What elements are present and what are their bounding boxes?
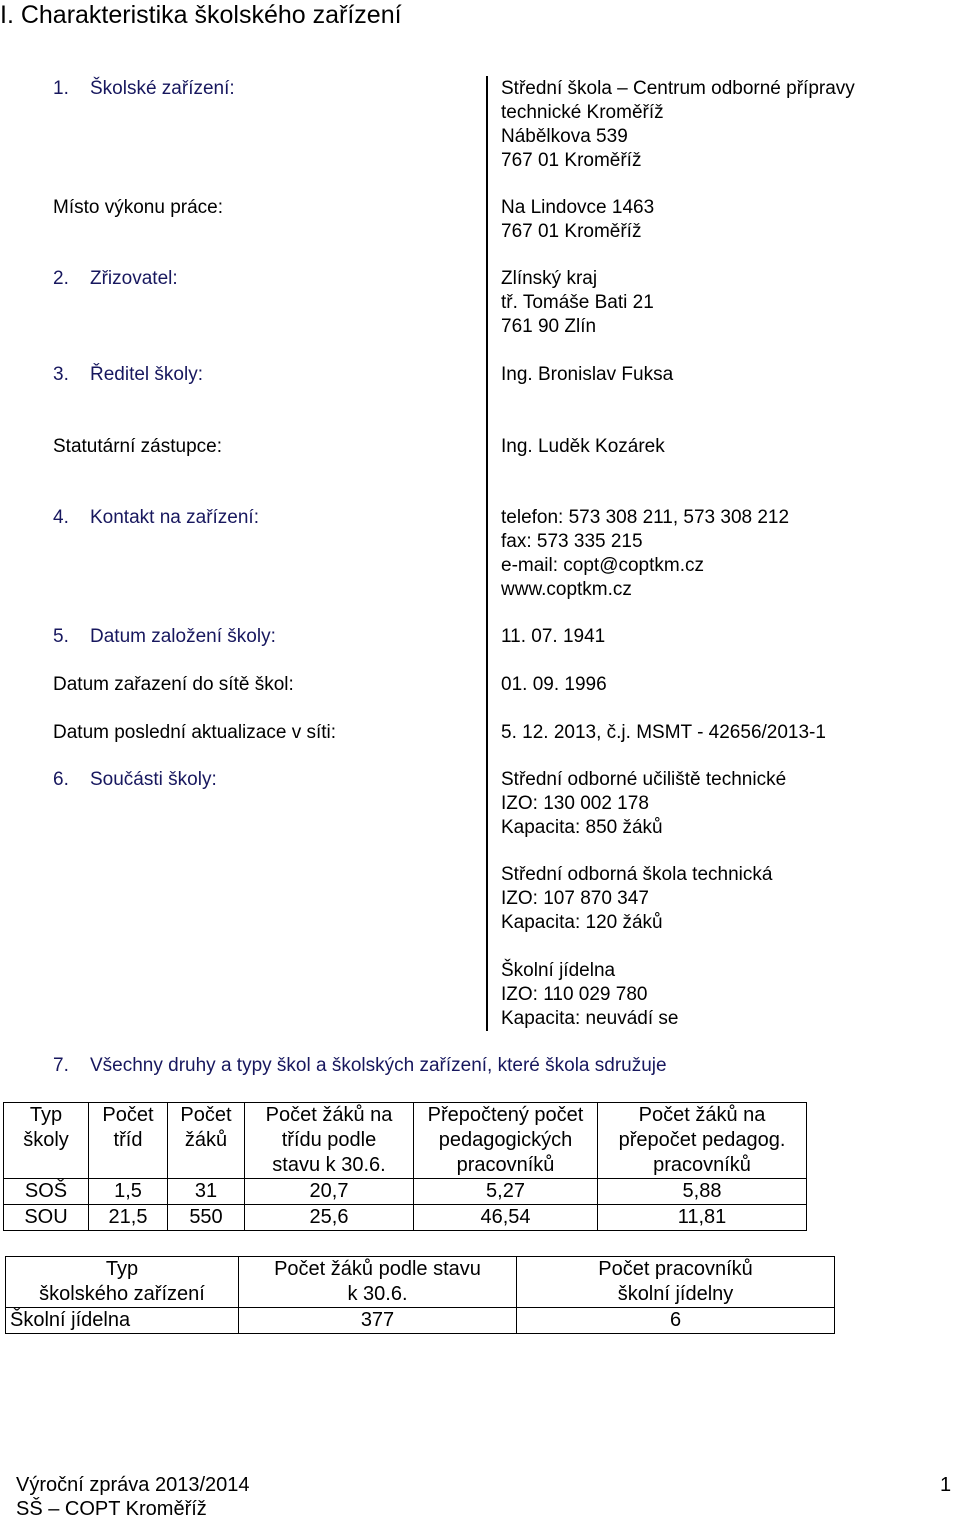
header-cell: Počet žáků — [168, 1103, 245, 1179]
misto-label: Místo výkonu práce: — [53, 197, 224, 218]
header-cell: Počet žáků na třídu podle stavu k 30.6. — [245, 1103, 414, 1179]
aktualizace-value: 5. 12. 2013, č.j. MSMT - 42656/2013-1 — [501, 722, 826, 743]
misto-value: Na Lindovce 1463 767 01 Kroměříž — [501, 197, 655, 242]
table-cell: 5,27 — [414, 1179, 598, 1205]
table-cell: SOU — [4, 1205, 89, 1231]
footer-report-title: Výroční zpráva 2013/2014 — [16, 1474, 250, 1496]
header-cell: Přepočtený počet pedagogických pracovníků — [414, 1103, 598, 1179]
table-cell: 46,54 — [414, 1205, 598, 1231]
table-cell: 377 — [239, 1308, 517, 1334]
section-2-value: Zlínský kraj tř. Tomáše Bati 21 761 90 Zlín — [501, 268, 654, 337]
table-cell: 550 — [168, 1205, 245, 1231]
section-6-part-3: Školní jídelna IZO: 110 029 780 Kapacita: neuvádí se — [501, 960, 679, 1029]
page-title: I. Charakteristika školského zařízení — [0, 1, 402, 29]
table-cell: 11,81 — [598, 1205, 807, 1231]
table-cell: 20,7 — [245, 1179, 414, 1205]
table-cell: SOŠ — [4, 1179, 89, 1205]
header-cell: Typ školského zařízení — [6, 1257, 239, 1308]
aktualizace-label: Datum poslední aktualizace v síti: — [53, 722, 337, 743]
header-cell: Počet žáků podle stavu k 30.6. — [239, 1257, 517, 1308]
column-divider — [486, 76, 488, 1031]
section-5-value: 11. 07. 1941 — [501, 626, 606, 647]
school-types-table — [3, 1102, 807, 1231]
header-cell: Počet žáků na přepočet pedagog. pracovníků — [598, 1103, 807, 1179]
table-cell: 1,5 — [89, 1179, 168, 1205]
section-6-part-2: Střední odborná škola technická IZO: 107 870 347 Kapacita: 120 žáků — [501, 864, 773, 933]
table-row — [4, 1179, 807, 1205]
header-cell: Typ školy — [4, 1103, 89, 1179]
section-3-value: Ing. Bronislav Fuksa — [501, 364, 674, 385]
table-row — [6, 1308, 835, 1334]
statutarni-label: Statutární zástupce: — [53, 436, 222, 457]
footer-school-name: SŠ – COPT Kroměříž — [16, 1498, 207, 1520]
header-cell: Počet pracovníků školní jídelny — [517, 1257, 835, 1308]
table-header-row — [6, 1257, 835, 1308]
section-6-part-1: Střední odborné učiliště technické IZO: 130 002 178 Kapacita: 850 žáků — [501, 769, 787, 838]
section-1-value: Střední škola – Centrum odborné přípravy technické Kroměříž Nábělkova 539 767 01 Kroměříž — [501, 78, 855, 171]
header-cell: Počet tříd — [89, 1103, 168, 1179]
zarazeni-label: Datum zařazení do sítě škol: — [53, 674, 294, 695]
table-cell: 5,88 — [598, 1179, 807, 1205]
zarazeni-value: 01. 09. 1996 — [501, 674, 607, 695]
section-4-value: telefon: 573 308 211, 573 308 212 fax: 573 335 215 e-mail: copt@coptkm.cz www.coptkm.cz — [501, 507, 790, 600]
table-row — [4, 1205, 807, 1231]
table-cell: 6 — [517, 1308, 835, 1334]
facility-table — [5, 1256, 835, 1334]
footer-page-number: 1 — [940, 1474, 952, 1496]
table-header-row — [4, 1103, 807, 1179]
statutarni-value: Ing. Luděk Kozárek — [501, 436, 665, 457]
table-cell: 21,5 — [89, 1205, 168, 1231]
table-cell: 31 — [168, 1179, 245, 1205]
table-cell: 25,6 — [245, 1205, 414, 1231]
table-cell: Školní jídelna — [6, 1308, 239, 1334]
